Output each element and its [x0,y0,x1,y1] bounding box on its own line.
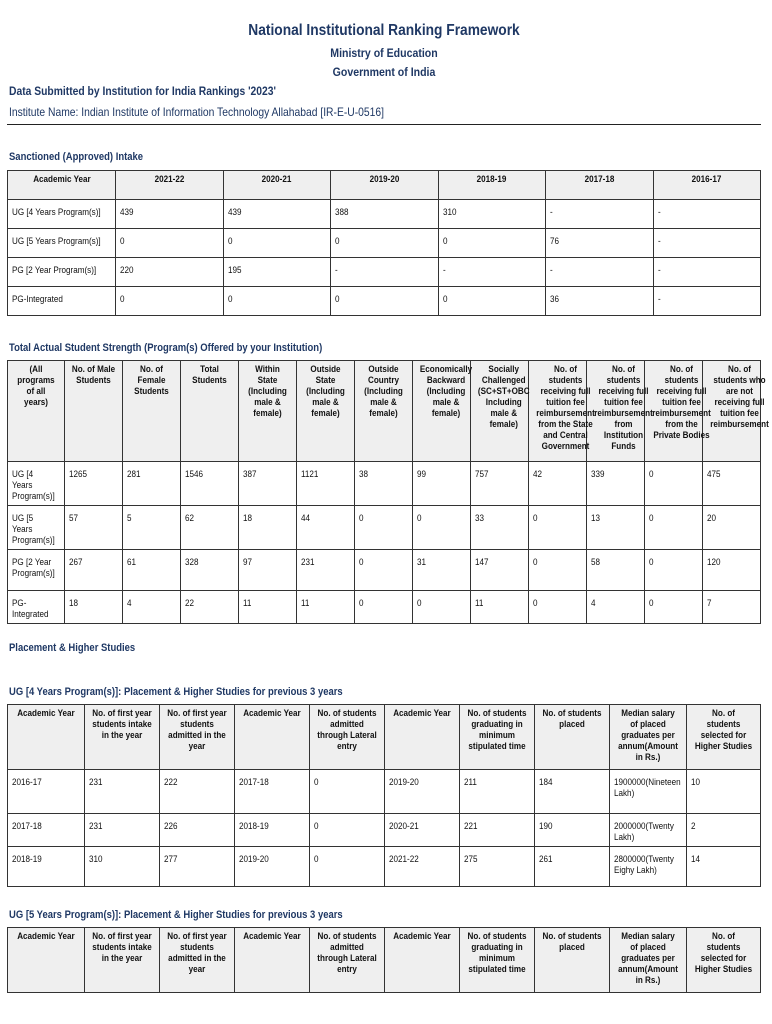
ug5-placement-table [7,927,761,993]
strength-cell: 0 [645,462,703,506]
intake-cell: - [331,258,439,287]
strength-column-header: Within State (Including male & female) [239,361,297,462]
strength-column-header: Total Students [181,361,239,462]
ug4-row-label: 2016-17 [8,770,85,814]
strength-cell: 0 [355,550,413,591]
intake-column-header: 2018-19 [438,171,546,200]
strength-row-label: PG-Integrated [8,591,65,624]
ug4-cell: 231 [85,814,160,847]
strength-column-header: Economically Backward (Including male & female) [413,361,471,462]
ug4-column-header: Academic Year [385,705,460,770]
strength-cell: 0 [529,506,587,550]
intake-column-header: 2017-18 [546,171,654,200]
strength-column-header: No. of students receiving full tuition fee reimbursement from the Private Bodies [645,361,703,462]
strength-heading: Total Actual Student Strength (Program(s) Offered by your Institution) [9,342,323,354]
intake-cell: - [653,258,761,287]
ug5-column-header: Academic Year [235,928,310,993]
strength-cell: 99 [413,462,471,506]
ug4-placement-heading: UG [4 Years Program(s)]: Placement & Higher Studies for previous 3 years [9,686,343,698]
ug4-cell: 310 [85,847,160,887]
strength-cell: 387 [239,462,297,506]
ug4-row [8,770,761,814]
placement-heading: Placement & Higher Studies [9,642,136,654]
strength-cell: 147 [471,550,529,591]
strength-row [8,462,761,506]
strength-cell: 22 [181,591,239,624]
ug4-cell: 275 [460,847,535,887]
ug4-cell: 2800000(Twenty Eighy Lakh) [610,847,687,887]
strength-cell: 267 [65,550,123,591]
ug4-column-header: Academic Year [235,705,310,770]
strength-cell: 757 [471,462,529,506]
intake-cell: 36 [546,287,654,316]
strength-row [8,591,761,624]
ug4-column-header: No. of first year students intake in the year [85,705,160,770]
page-title: National Institutional Ranking Framework [248,22,520,39]
ug4-row [8,814,761,847]
intake-row-label: UG [5 Years Program(s)] [8,229,116,258]
intake-cell: 388 [331,200,439,229]
intake-column-header: Academic Year [8,171,116,200]
strength-column-header: No. of Male Students [65,361,123,462]
ug4-row-label: 2017-18 [8,814,85,847]
strength-row-label: PG [2 Year Program(s)] [8,550,65,591]
strength-cell: 58 [587,550,645,591]
strength-column-header: No. of students who are not receiving full tuition fee reimbursement [703,361,761,462]
strength-cell: 44 [297,506,355,550]
intake-row-label: PG [2 Year Program(s)] [8,258,116,287]
ug4-cell: 1900000(Nineteen Lakh) [610,770,687,814]
intake-table [7,170,761,316]
intake-cell: 439 [116,200,224,229]
ug4-column-header: Median salary of placed graduates per annum(Amount in Rs.) [610,705,687,770]
intake-cell: 0 [116,229,224,258]
ug4-cell: 0 [310,814,385,847]
submission-heading: Data Submitted by Institution for India Rankings '2023' [9,84,276,98]
strength-cell: 475 [703,462,761,506]
ug5-column-header: No. of students graduating in minimum stipulated time [460,928,535,993]
strength-cell: 4 [123,591,181,624]
ug4-column-header: Academic Year [8,705,85,770]
ug4-cell: 2018-19 [235,814,310,847]
strength-cell: 1265 [65,462,123,506]
strength-cell: 11 [297,591,355,624]
strength-row [8,550,761,591]
intake-row [8,200,761,229]
strength-cell: 0 [413,591,471,624]
strength-cell: 33 [471,506,529,550]
ug4-cell: 2020-21 [385,814,460,847]
strength-column-header: (All programs of all years) [8,361,65,462]
intake-cell: - [653,200,761,229]
ug4-row-label: 2018-19 [8,847,85,887]
ug4-cell: 184 [535,770,610,814]
ug5-column-header: Median salary of placed graduates per annum(Amount in Rs.) [610,928,687,993]
strength-row [8,506,761,550]
strength-column-header: No. of students receiving full tuition fee reimbursement from the State and Central Government [529,361,587,462]
strength-cell: 1546 [181,462,239,506]
strength-cell: 13 [587,506,645,550]
ug5-column-header: No. of students placed [535,928,610,993]
strength-cell: 5 [123,506,181,550]
intake-cell: 0 [223,287,331,316]
ug4-cell: 14 [687,847,761,887]
strength-cell: 61 [123,550,181,591]
strength-column-header: Socially Challenged (SC+ST+OBC Including male & female) [471,361,529,462]
strength-cell: 0 [529,591,587,624]
intake-cell: - [653,287,761,316]
student-strength-table [7,360,769,624]
ug4-cell: 10 [687,770,761,814]
strength-cell: 11 [471,591,529,624]
intake-cell: - [653,229,761,258]
ug4-column-header: No. of first year students admitted in the year [160,705,235,770]
intake-cell: 220 [116,258,224,287]
ug4-column-header: No. of students graduating in minimum stipulated time [460,705,535,770]
intake-cell: 195 [223,258,331,287]
strength-cell: 0 [645,591,703,624]
ug4-cell: 190 [535,814,610,847]
strength-cell: 18 [65,591,123,624]
ug5-column-header: No. of first year students admitted in the year [160,928,235,993]
header-divider [7,124,761,125]
ug4-cell: 221 [460,814,535,847]
strength-cell: 11 [239,591,297,624]
strength-cell: 1121 [297,462,355,506]
intake-cell: 439 [223,200,331,229]
intake-cell: 0 [331,287,439,316]
intake-cell: 0 [438,287,546,316]
strength-cell: 20 [703,506,761,550]
ug4-cell: 222 [160,770,235,814]
ug4-cell: 277 [160,847,235,887]
intake-column-header: 2020-21 [223,171,331,200]
strength-cell: 0 [645,550,703,591]
ug4-column-header: No. of students placed [535,705,610,770]
ug4-cell: 2019-20 [385,770,460,814]
strength-cell: 62 [181,506,239,550]
intake-row [8,229,761,258]
strength-cell: 0 [355,506,413,550]
strength-cell: 281 [123,462,181,506]
strength-cell: 339 [587,462,645,506]
strength-cell: 231 [297,550,355,591]
strength-cell: 0 [355,591,413,624]
strength-column-header: No. of Female Students [123,361,181,462]
strength-row-label: UG [4 Years Program(s)] [8,462,65,506]
strength-column-header: Outside Country (Including male & female) [355,361,413,462]
strength-cell: 4 [587,591,645,624]
intake-cell: 0 [438,229,546,258]
ug5-column-header: Academic Year [385,928,460,993]
intake-column-header: 2019-20 [331,171,439,200]
strength-cell: 328 [181,550,239,591]
intake-cell: - [546,200,654,229]
ug4-cell: 226 [160,814,235,847]
intake-cell: 310 [438,200,546,229]
strength-cell: 0 [645,506,703,550]
intake-cell: 76 [546,229,654,258]
strength-column-header: Outside State (Including male & female) [297,361,355,462]
ug4-cell: 2021-22 [385,847,460,887]
ug4-cell: 0 [310,847,385,887]
strength-cell: 0 [529,550,587,591]
intake-cell: 0 [116,287,224,316]
ug4-placement-table [7,704,761,887]
ug4-cell: 211 [460,770,535,814]
ug5-column-header: No. of first year students intake in the year [85,928,160,993]
strength-cell: 120 [703,550,761,591]
strength-cell: 42 [529,462,587,506]
ug4-cell: 2 [687,814,761,847]
ug4-column-header: No. of students selected for Higher Studies [687,705,761,770]
intake-row [8,287,761,316]
intake-cell: - [438,258,546,287]
ug4-cell: 2019-20 [235,847,310,887]
intake-row [8,258,761,287]
government-line: Government of India [332,65,436,79]
intake-row-label: UG [4 Years Program(s)] [8,200,116,229]
ug4-cell: 2000000(Twenty Lakh) [610,814,687,847]
ug4-column-header: No. of students admitted through Lateral entry [310,705,385,770]
ug4-cell: 2017-18 [235,770,310,814]
intake-cell: 0 [223,229,331,258]
ministry-line: Ministry of Education [330,46,438,60]
ug4-cell: 231 [85,770,160,814]
intake-row-label: PG-Integrated [8,287,116,316]
ug5-column-header: No. of students selected for Higher Studies [687,928,761,993]
ug5-column-header: No. of students admitted through Lateral entry [310,928,385,993]
intake-column-header: 2016-17 [653,171,761,200]
ug4-cell: 0 [310,770,385,814]
institute-name: Institute Name: Indian Institute of Information Technology Allahabad [IR-E-U-0516] [9,105,384,119]
ug4-row [8,847,761,887]
strength-cell: 38 [355,462,413,506]
ug4-cell: 261 [535,847,610,887]
strength-cell: 18 [239,506,297,550]
ug5-column-header: Academic Year [8,928,85,993]
strength-column-header: No. of students receiving full tuition fee reimbursement from Institution Funds [587,361,645,462]
strength-row-label: UG [5 Years Program(s)] [8,506,65,550]
strength-cell: 57 [65,506,123,550]
strength-cell: 31 [413,550,471,591]
strength-cell: 7 [703,591,761,624]
intake-column-header: 2021-22 [116,171,224,200]
strength-cell: 97 [239,550,297,591]
strength-cell: 0 [413,506,471,550]
ug5-placement-heading: UG [5 Years Program(s)]: Placement & Higher Studies for previous 3 years [9,909,343,921]
intake-cell: 0 [331,229,439,258]
intake-heading: Sanctioned (Approved) Intake [9,151,144,163]
intake-cell: - [546,258,654,287]
